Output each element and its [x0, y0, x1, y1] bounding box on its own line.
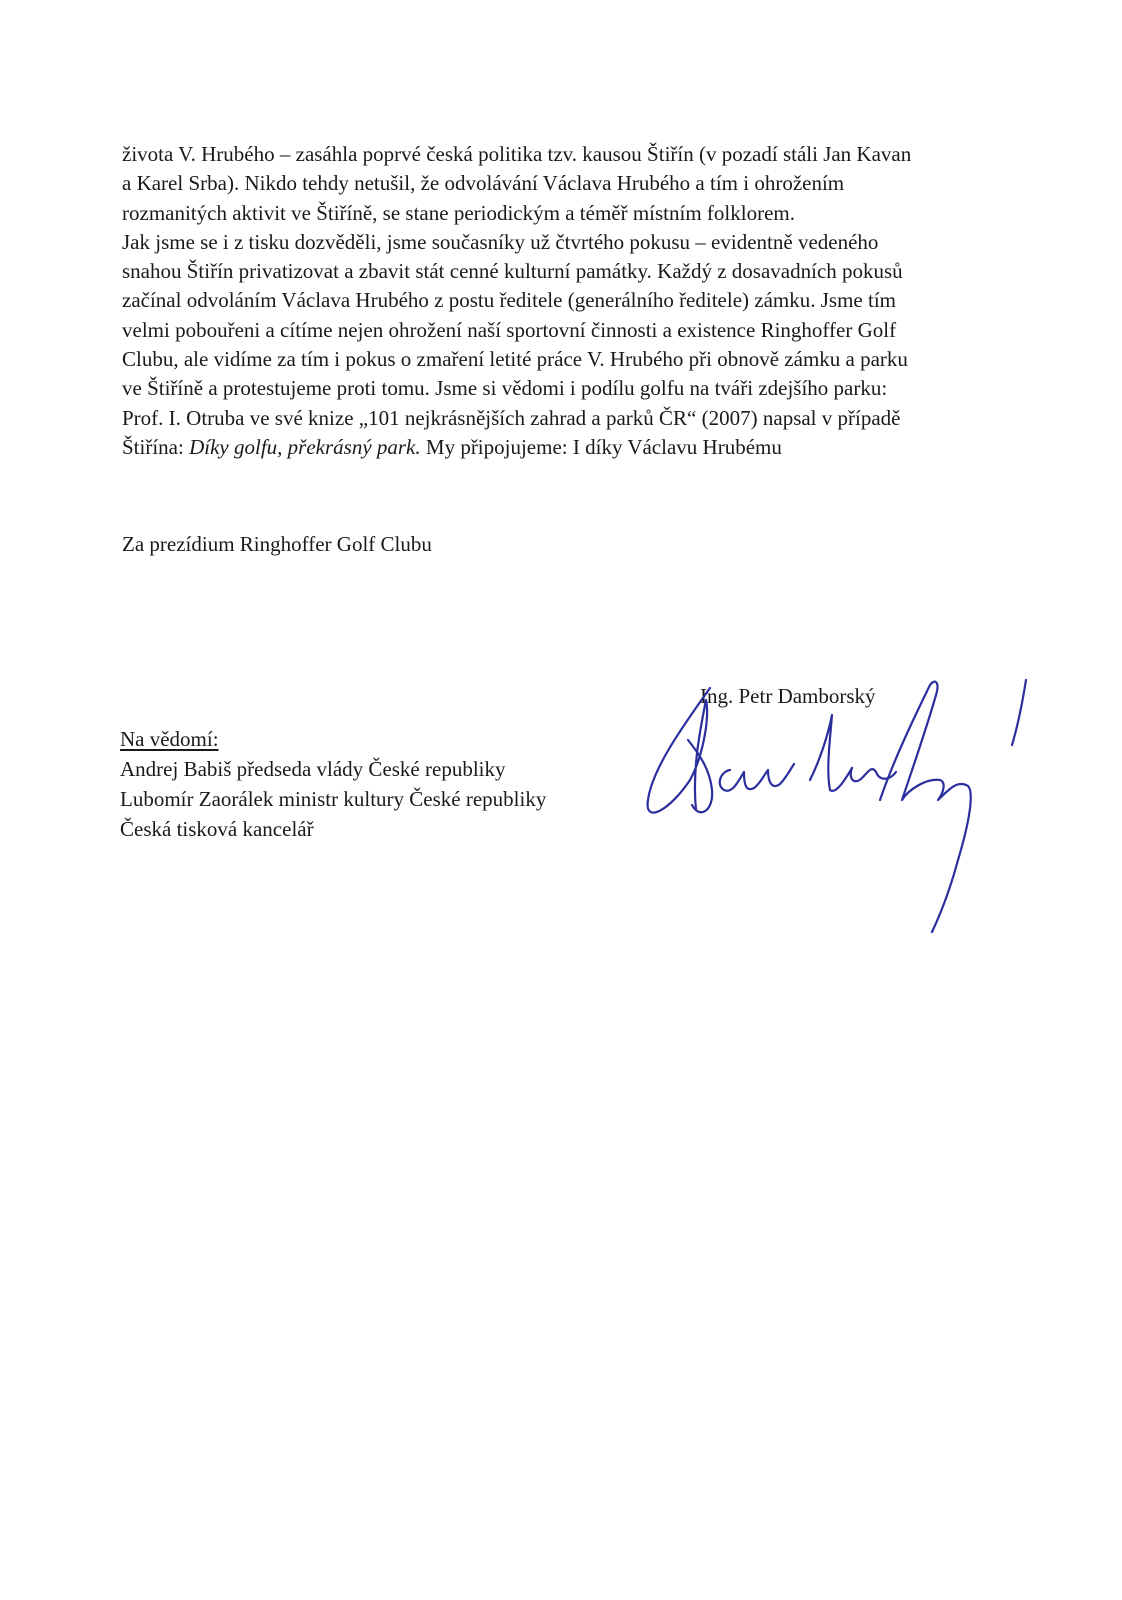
cc-recipient: Lubomír Zaorálek ministr kultury České republiky — [120, 787, 547, 811]
signature-stroke — [720, 764, 794, 791]
body-line: snahou Štiřín privatizovat a zbavit stát cenné kulturní památky. Každý z dosavadních pokusů — [122, 259, 903, 284]
handwritten-signature — [640, 660, 1060, 950]
closing-line: Za prezídium Ringhoffer Golf Clubu — [122, 532, 432, 556]
body-line: ve Štiříně a protestujeme proti tomu. Jsme si vědomi i podílu golfu na tváři zdejšího parku: — [122, 376, 888, 401]
cc-recipient: Česká tisková kancelář — [120, 817, 314, 841]
body-line: a Karel Srba). Nikdo tehdy netušil, že odvolávání Václava Hrubého a tím i ohrožením — [122, 171, 845, 196]
signature-stroke — [1012, 680, 1026, 745]
body-line: rozmanitých aktivit ve Štiříně, se stane periodickým a téměř místním folklorem. — [122, 200, 795, 225]
book-quote: Díky golfu, překrásný park. — [189, 434, 421, 459]
last-line-suffix: My připojujeme: I díky Václavu Hrubému — [420, 434, 782, 459]
cc-heading: Na vědomí: — [120, 727, 219, 751]
last-line-prefix: Štiřína: — [122, 434, 190, 459]
signatory-name: Ing. Petr Damborský — [700, 684, 876, 708]
body-line: Prof. I. Otruba ve své knize „101 nejkrásnějších zahrad a parků ČR“ (2007) napsal v případě — [122, 405, 901, 430]
body-line-last — [122, 433, 1002, 462]
signature-stroke — [810, 715, 852, 791]
cc-recipient: Andrej Babiš předseda vlády České republiky — [120, 757, 506, 781]
body-line: Clubu, ale vidíme za tím i pokus o zmaření letité práce V. Hrubého při obnově zámku a parku — [122, 347, 908, 372]
body-line: začínal odvoláním Václava Hrubého z postu ředitele (generálního ředitele) zámku. Jsme tím — [122, 288, 896, 313]
signature-stroke — [648, 688, 710, 813]
body-line: velmi pobouřeni a cítíme nejen ohrožení naší sportovní činnosti a existence Ringhoffer Golf — [122, 317, 897, 342]
signature-stroke — [880, 682, 971, 932]
carbon-copy-block — [120, 724, 546, 844]
body-line: Jak jsme se i z tisku dozvěděli, jsme současníky už čtvrtého pokusu – evidentně vedeného — [122, 229, 879, 254]
letter-body — [122, 140, 1002, 462]
body-line: života V. Hrubého – zasáhla poprvé česká politika tzv. kausou Štiřín (v pozadí stáli Jan Kavan — [122, 142, 912, 166]
